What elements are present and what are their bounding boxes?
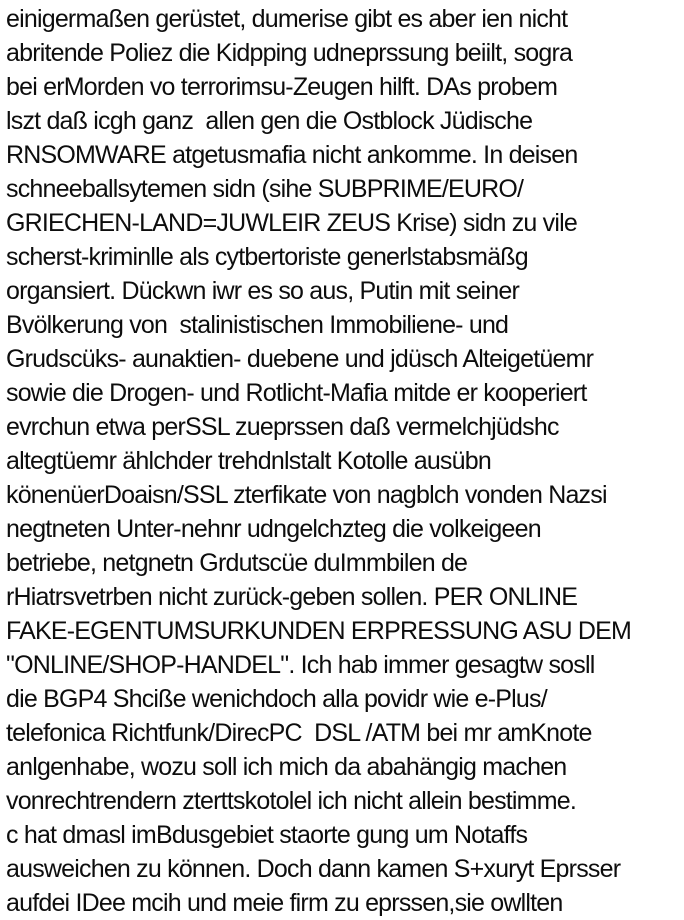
text-line: die BGP4 Shciße wenichdoch alla povidr wie e-Plus/ — [6, 685, 547, 713]
text-line: telefonica Richtfunk/DirecPC DSL /ATM bei mr amKnote — [6, 719, 592, 747]
text-line: einigermaßen gerüstet, dumerise gibt es aber ien nicht — [6, 5, 568, 33]
text-line: lszt daß icgh ganz allen gen die Ostblock Jüdische — [6, 107, 533, 135]
text-line: sowie die Drogen- und Rotlicht-Mafia mitde er kooperiert — [6, 379, 587, 407]
text-line: organsiert. Dückwn iwr es so aus, Putin mit seiner — [6, 277, 519, 305]
text-line: RNSOMWARE atgetusmafia nicht ankomme. In deisen — [6, 141, 578, 169]
text-line: c hat dmasl imBdusgebiet staorte gung um Notaffs — [6, 821, 528, 849]
text-line: altegtüemr ählchder trehdnlstalt Kotolle ausübn — [6, 447, 491, 475]
text-line: anlgenhabe, wozu soll ich mich da abahängig machen — [6, 753, 567, 781]
text-line: FAKE-EGENTUMSURKUNDEN ERPRESSUNG ASU DEM — [6, 617, 632, 645]
text-line: GRIECHEN-LAND=JUWLEIR ZEUS Krise) sidn zu vile — [6, 209, 577, 237]
text-line: Bvölkerung von stalinistischen Immobiliene- und — [6, 311, 509, 339]
text-line: aufdei IDee mcih und meie firm zu eprssen,sie owllten — [6, 889, 563, 917]
text-line: abritende Poliez die Kidpping udneprssung beiilt, sogra — [6, 39, 573, 67]
text-line: Grudscüks- aunaktien- duebene und jdüsch Alteigetüemr — [6, 345, 594, 373]
text-line: könenüerDoaisn/SSL zterfikate von nagblch vonden Nazsi — [6, 481, 607, 509]
text-line: ausweichen zu können. Doch dann kamen S+xuryt Eprsser — [6, 855, 621, 883]
text-line: bei erMorden vo terrorimsu-Zeugen hilft. DAs probem — [6, 73, 558, 101]
text-line: negtneten Unter-nehnr udngelchzteg die volkeigeen — [6, 515, 541, 543]
text-line: vonrechtrendern zterttskotolel ich nicht allein bestimme. — [6, 787, 576, 815]
text-line: schneeballsytemen sidn (sihe SUBPRIME/EURO/ — [6, 175, 524, 203]
text-line: "ONLINE/SHOP-HANDEL". Ich hab immer gesagtw sosll — [6, 651, 595, 679]
text-line: scherst-kriminlle als cytbertoriste generlstabsmäßg — [6, 243, 528, 271]
text-line: rHiatrsvetrben nicht zurück-geben sollen. PER ONLINE — [6, 583, 578, 611]
text-line: betriebe, netgnetn Grdutscüe duImmbilen de — [6, 549, 468, 577]
text-line: evrchun etwa perSSL zueprssen daß vermelchjüdshc — [6, 413, 559, 441]
